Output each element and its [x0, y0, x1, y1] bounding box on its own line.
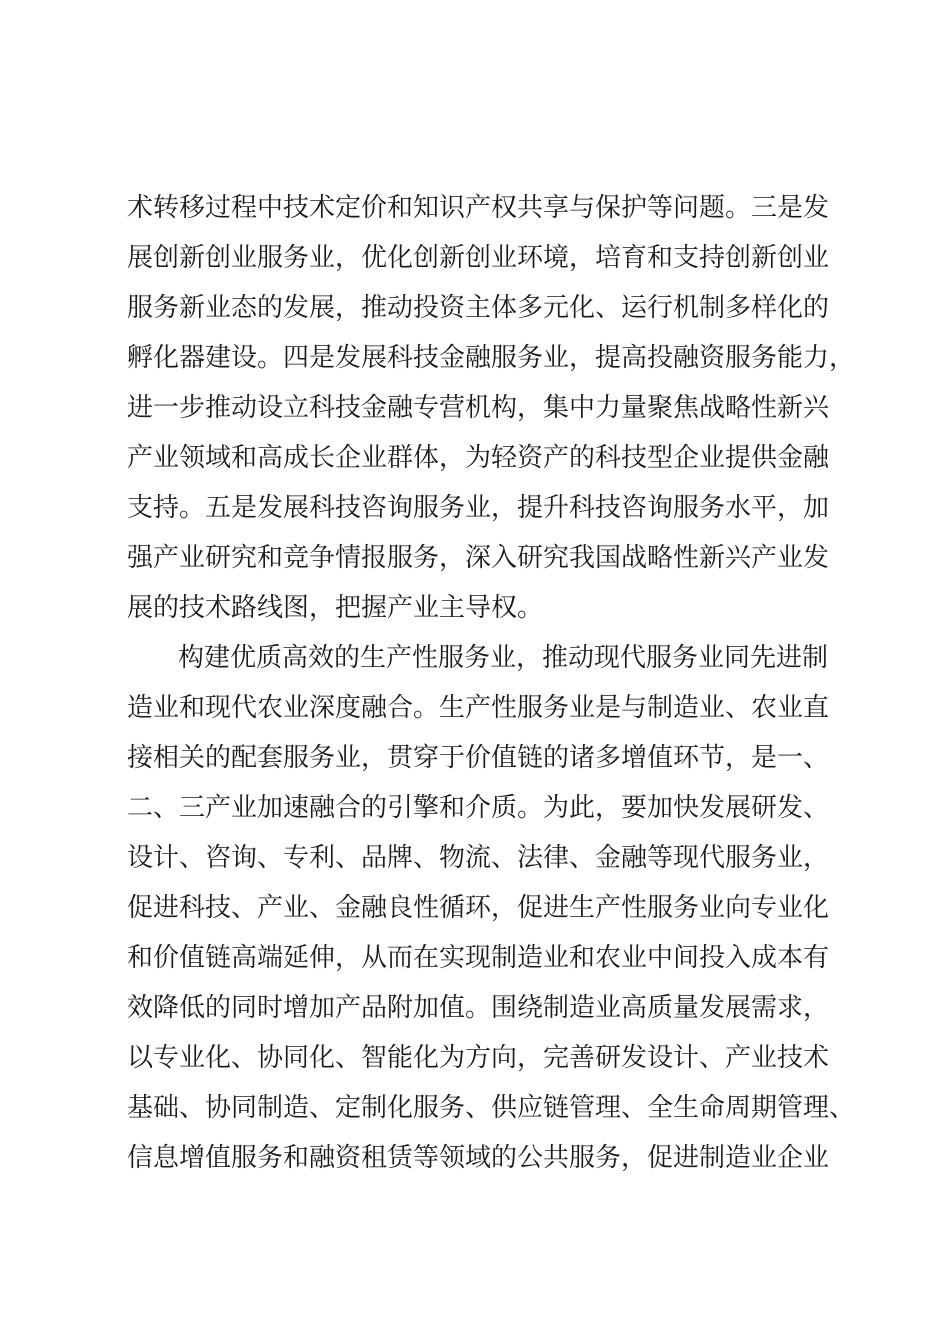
paragraph-1-line-4: 孵化器建设。四是发展科技金融服务业，提高投融资服务能力， — [127, 343, 856, 373]
paragraph-1-line-1: 术转移过程中技术定价和知识产权共享与保护等问题。三是发 — [127, 193, 830, 223]
paragraph-1-line-8: 强产业研究和竞争情报服务，深入研究我国战略性新兴产业发 — [127, 543, 830, 573]
paragraph-2-line-7: 和价值链高端延伸，从而在实现制造业和农业中间投入成本有 — [127, 943, 830, 973]
paragraph-2-line-10: 基础、协同制造、定制化服务、供应链管理、全生命周期管理、 — [127, 1093, 856, 1123]
paragraph-2-line-2: 造业和现代农业深度融合。生产性服务业是与制造业、农业直 — [127, 693, 830, 723]
paragraph-1-line-7: 支持。五是发展科技咨询服务业，提升科技咨询服务水平，加 — [127, 493, 830, 523]
paragraph-2-line-6: 促进科技、产业、金融良性循环，促进生产性服务业向专业化 — [127, 893, 830, 923]
paragraph-2-line-4: 二、三产业加速融合的引擎和介质。为此，要加快发展研发、 — [127, 793, 830, 823]
paragraph-2-line-1: 构建优质高效的生产性服务业，推动现代服务业同先进制 — [178, 643, 829, 673]
paragraph-2-line-5: 设计、咨询、专利、品牌、物流、法律、金融等现代服务业， — [127, 843, 830, 873]
paragraph-2-line-11: 信息增值服务和融资租赁等领域的公共服务，促进制造业企业 — [127, 1143, 830, 1173]
paragraph-1-line-6: 产业领域和高成长企业群体，为轻资产的科技型企业提供金融 — [127, 443, 830, 473]
paragraph-2-line-8: 效降低的同时增加产品附加值。围绕制造业高质量发展需求， — [127, 993, 830, 1023]
paragraph-1-line-9: 展的技术路线图，把握产业主导权。 — [127, 593, 544, 623]
paragraph-2-line-3: 接相关的配套服务业，贯穿于价值链的诸多增值环节，是一、 — [127, 743, 830, 773]
paragraph-1-line-5: 进一步推动设立科技金融专营机构，集中力量聚焦战略性新兴 — [127, 393, 830, 423]
paragraph-1-line-2: 展创新创业服务业，优化创新创业环境，培育和支持创新创业 — [127, 243, 830, 273]
paragraph-1-line-3: 服务新业态的发展，推动投资主体多元化、运行机制多样化的 — [127, 293, 830, 323]
paragraph-2-line-9: 以专业化、协同化、智能化为方向，完善研发设计、产业技术 — [127, 1043, 830, 1073]
